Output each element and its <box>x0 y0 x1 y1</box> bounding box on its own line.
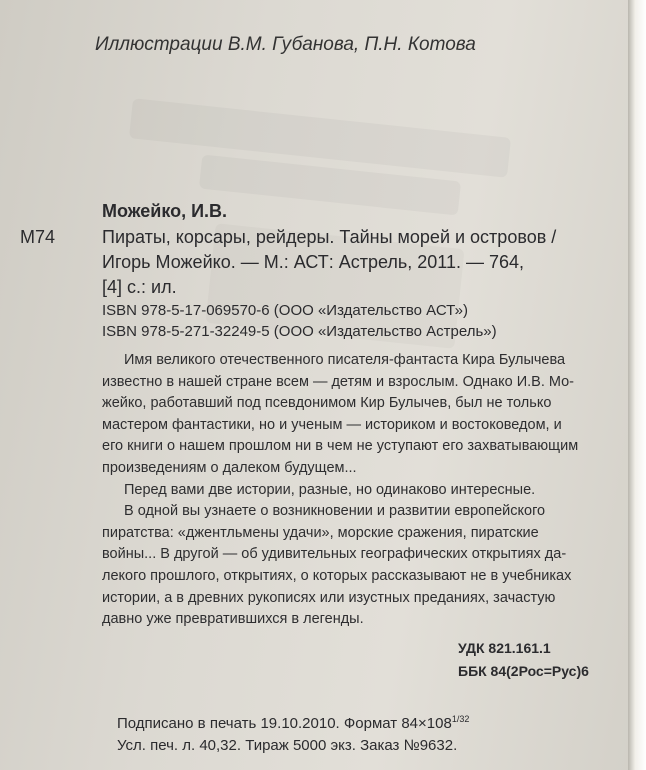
abstract-line: произведениям о далеком будущем... <box>102 459 357 476</box>
abstract-line: его книги о нашем прошлом ни в чем не уступают его захватывающим <box>102 438 579 455</box>
author-heading: Можейко, И.В. <box>102 201 228 221</box>
abstract-line: истории, а в древних рукописях или изустных преданиях, зачастую <box>102 589 556 606</box>
abstract-line: Имя великого отечественного писателя-фантаста Кира Булычева <box>124 352 566 368</box>
abstract-line: давно уже превратившихся в легенды. <box>102 611 364 628</box>
isbn-line: ISBN 978-5-17-069570-6 (ООО «Издательство АСТ») <box>102 302 469 319</box>
abstract-line: Перед вами две истории, разные, но одинаково интересные. <box>124 481 536 498</box>
abstract-line: жейко, работавший под псевдонимом Кир Булычев, был не только <box>102 395 552 412</box>
udk-code: УДК 821.161.1 <box>458 640 551 656</box>
classification-codes <box>458 637 589 683</box>
page-edge <box>628 0 646 770</box>
format-fraction: 1/32 <box>451 714 470 724</box>
show-through-shadow <box>129 98 511 178</box>
abstract-line: мастером фантастики, но и ученым — историком и востоковедом, и <box>102 416 562 433</box>
illustrators-line: Иллюстрации В.М. Губанова, П.Н. Котова <box>95 34 476 55</box>
abstract-line: известно в нашей стране всем — детям и взрослым. Однако И.В. Мо- <box>102 373 575 390</box>
reference-line: [4] с.: ил. <box>102 277 177 297</box>
imprint-line-circulation: Усл. печ. л. 40,32. Тираж 5000 экз. Заказ №9632. <box>117 737 458 754</box>
bibliographic-reference <box>102 225 612 300</box>
abstract-line: В одной вы узнаете о возникновении и развитии европейского <box>124 503 546 520</box>
catalog-code: М74 <box>20 227 56 247</box>
imprint-line-signed <box>117 708 469 735</box>
reference-line: Игорь Можейко. — М.: АСТ: Астрель, 2011. — 764, <box>102 252 525 272</box>
imprint <box>117 708 469 757</box>
isbn-block <box>102 300 497 342</box>
bbk-code: ББК 84(2Рос=Рус)6 <box>458 663 589 679</box>
imprint-signed-text: Подписано в печать 19.10.2010. Формат 84×108 <box>117 715 452 732</box>
isbn-line: ISBN 978-5-271-32249-5 (ООО «Издательство Астрель») <box>102 323 497 340</box>
abstract-line: пиратства: «джентльмены удачи», морские сражения, пиратские <box>102 524 539 541</box>
abstract-line: лекого прошлого, открытиях, о которых рассказывают не в учебниках <box>102 567 572 584</box>
abstract <box>102 350 607 631</box>
abstract-line: войны... В другой — об удивительных географических открытиях да- <box>102 546 567 563</box>
reference-line: Пираты, корсары, рейдеры. Тайны морей и островов / <box>102 227 557 247</box>
